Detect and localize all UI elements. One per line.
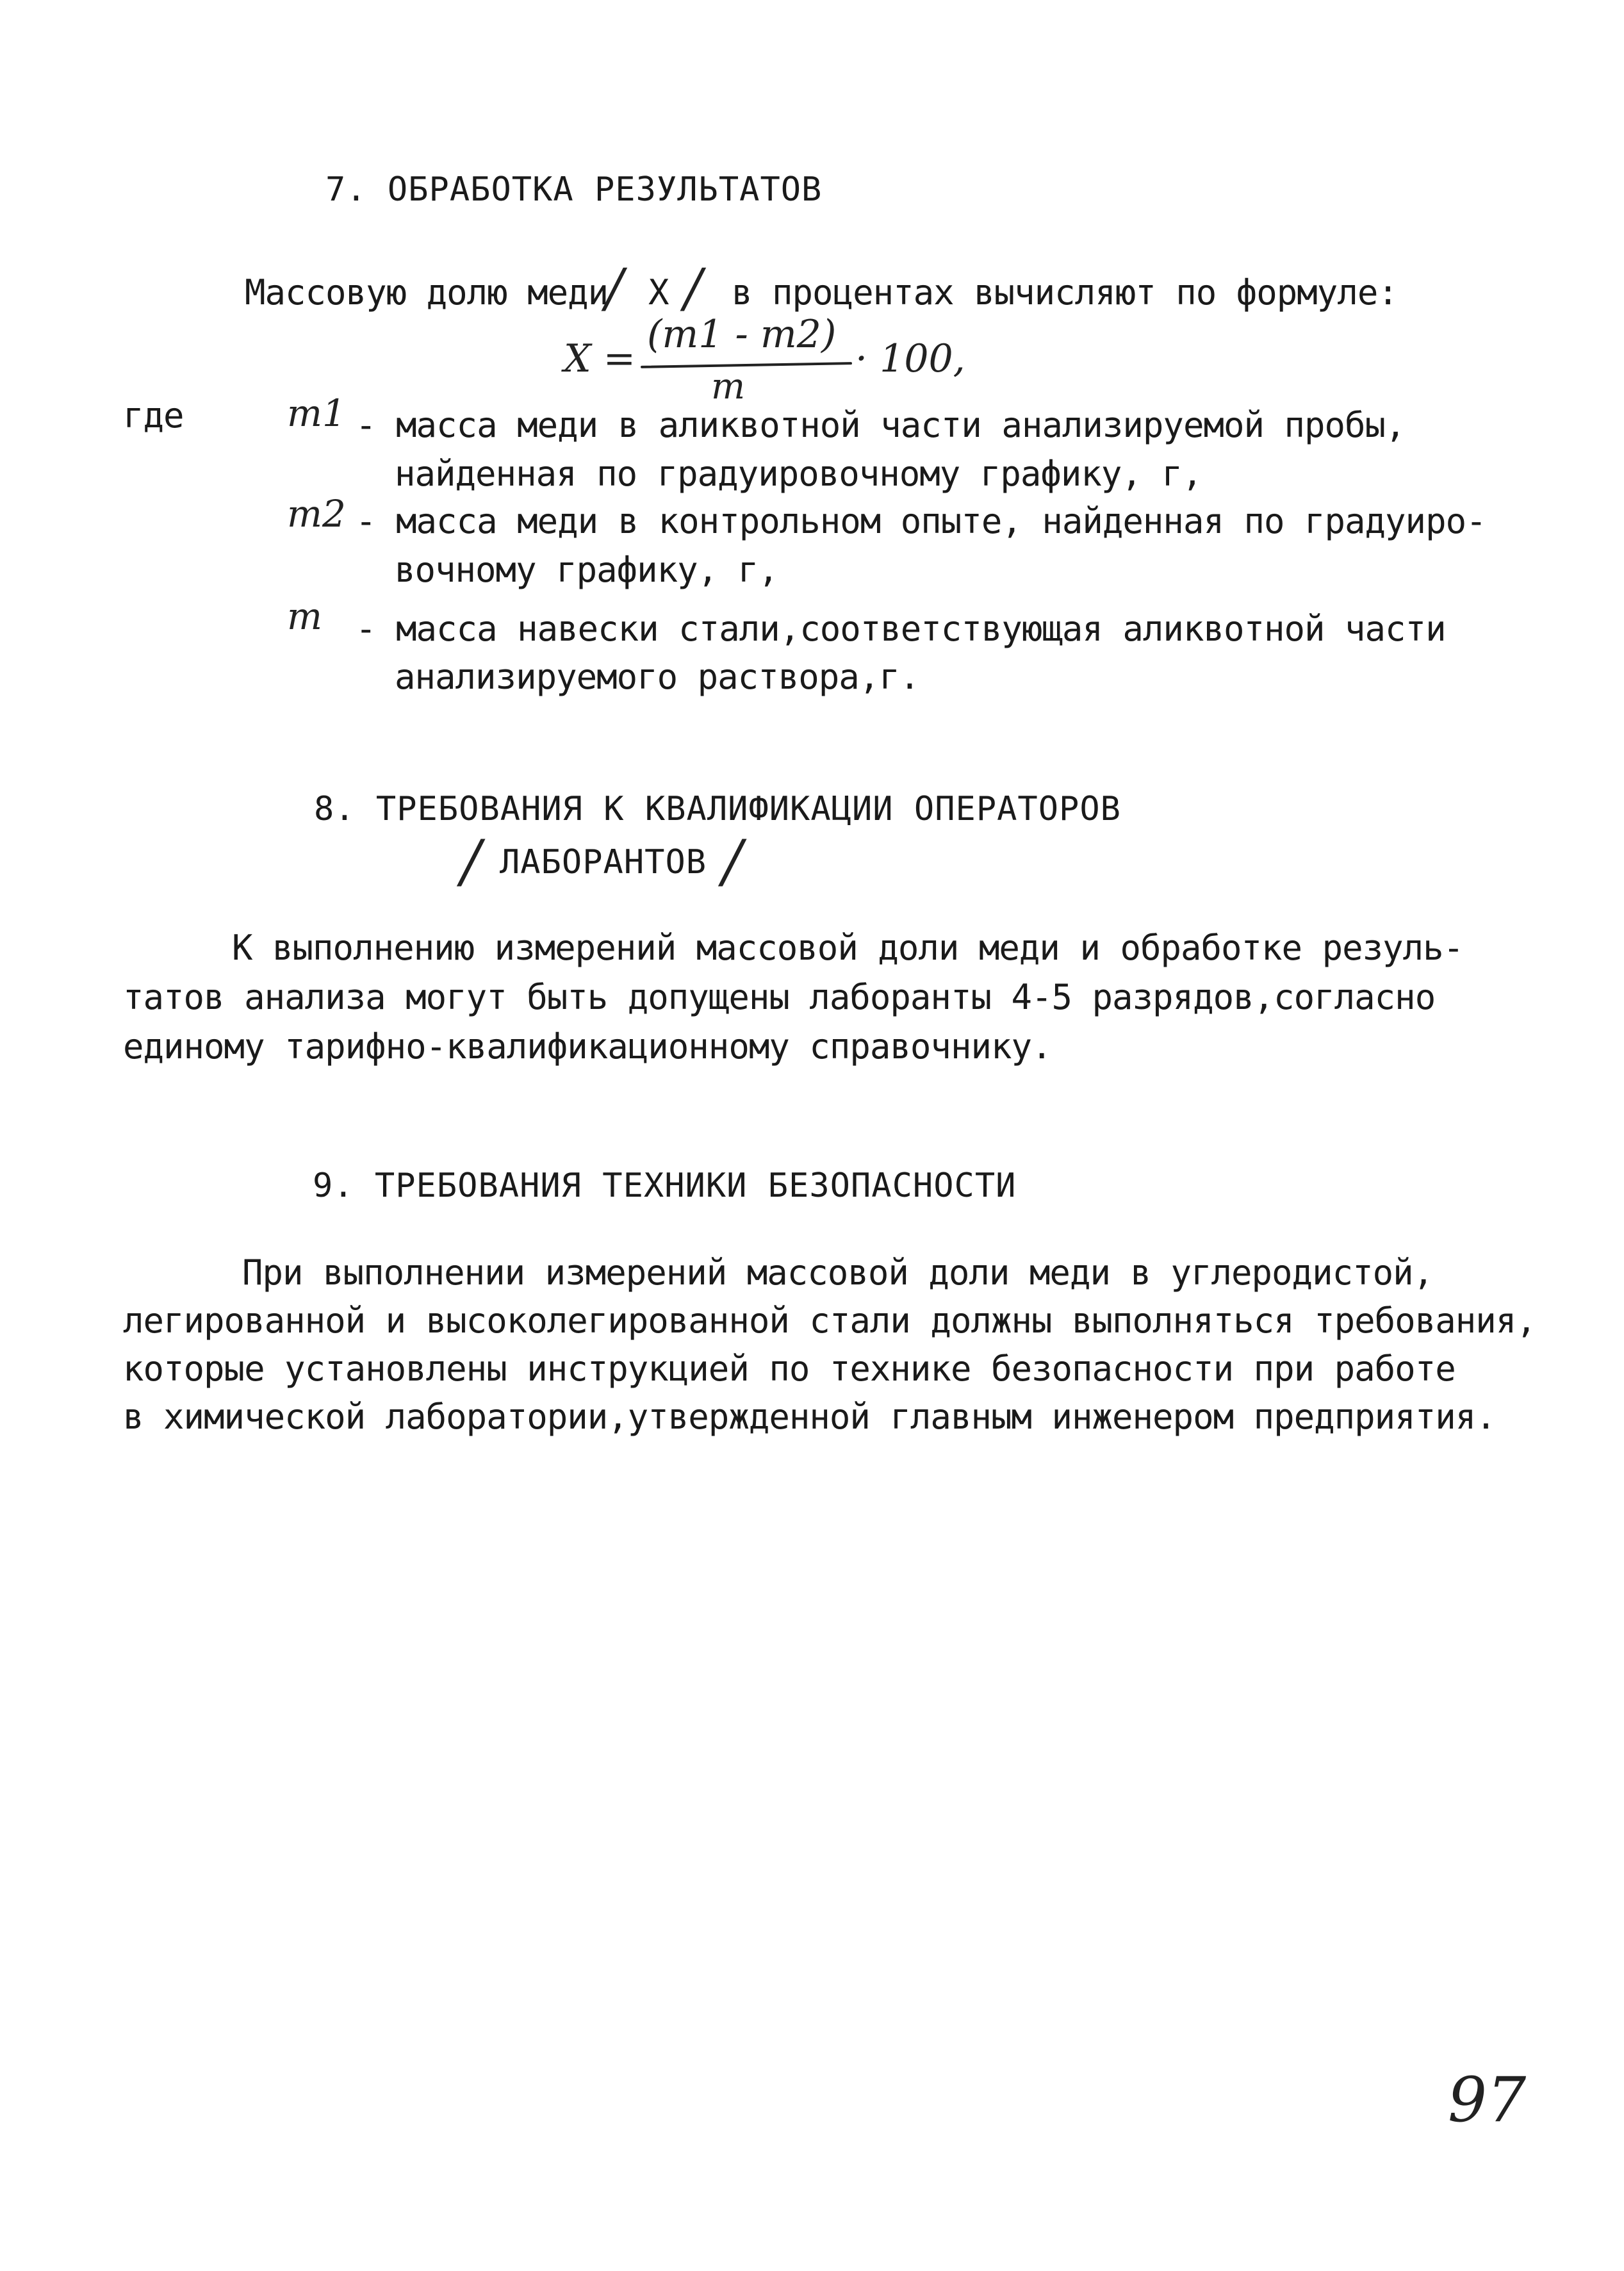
section-7-intro-after: в процентах вычисляют по формуле: xyxy=(732,272,1398,313)
close-slash-mark: / xyxy=(723,828,742,895)
definition-m1-line1: - масса меди в аликвотной части анализируемой пробы, xyxy=(356,405,1406,445)
formula-numerator: (m1 - m2) xyxy=(647,312,837,357)
close-slash-mark: / xyxy=(684,258,702,319)
where-label: где xyxy=(123,395,184,436)
definition-symbol-m1: m1 xyxy=(287,391,346,435)
section-8-heading: 8. ТРЕБОВАНИЯ К КВАЛИФИКАЦИИ ОПЕРАТОРОВ xyxy=(314,790,1121,828)
section-9-paragraph-line: в химической лаборатории,утвержденной главным инженером предприятия. xyxy=(123,1397,1496,1437)
open-slash-mark: / xyxy=(461,828,481,895)
section-8-paragraph-line: татов анализа могут быть допущены лаборанты 4-5 разрядов,согласно xyxy=(123,977,1436,1017)
formula-lhs: X = xyxy=(564,336,636,381)
section-9-paragraph-line: которые установлены инструкцией по технике безопасности при работе xyxy=(123,1349,1456,1389)
section-9-paragraph-line: легированной и высоколегированной стали должны выполняться требования, xyxy=(123,1300,1536,1341)
definition-m2-line2: вочному графику, г, xyxy=(395,550,778,590)
definition-symbol-m2: m2 xyxy=(287,492,346,536)
formula-denominator: m xyxy=(711,366,746,407)
section-8-paragraph-line: единому тарифно-квалификационному справочнику. xyxy=(123,1026,1052,1067)
definition-symbol-m: m xyxy=(287,594,322,638)
section-9-heading: 9. ТРЕБОВАНИЯ ТЕХНИКИ БЕЗОПАСНОСТИ xyxy=(313,1167,1017,1205)
open-slash-mark: / xyxy=(605,258,623,319)
formula-factor: · 100, xyxy=(855,336,965,381)
definition-m1-line2: найденная по градуировочному графику, г, xyxy=(395,454,1202,494)
definition-m2-line1: - масса меди в контрольном опыте, найденная по градуиро- xyxy=(356,501,1486,541)
definition-m-line2: анализируемого раствора,г. xyxy=(395,657,920,697)
section-7-heading: 7. ОБРАБОТКА РЕЗУЛЬТАТОВ xyxy=(325,170,823,209)
section-7-intro-before: Массовую долю меди xyxy=(245,272,609,313)
section-8-heading-line2: ЛАБОРАНТОВ xyxy=(500,843,707,881)
definition-m-line1: - масса навески стали,соответствующая аликвотной части xyxy=(356,609,1446,649)
section-8-paragraph-line: К выполнению измерений массовой доли меди и обработке резуль- xyxy=(232,928,1464,968)
formula-fraction-bar xyxy=(641,362,852,368)
section-9-paragraph-line: При выполнении измерений массовой доли меди в углеродистой, xyxy=(242,1252,1434,1293)
page-number: 97 xyxy=(1448,2064,1527,2136)
section-7-intro-symbol: X xyxy=(648,272,669,313)
